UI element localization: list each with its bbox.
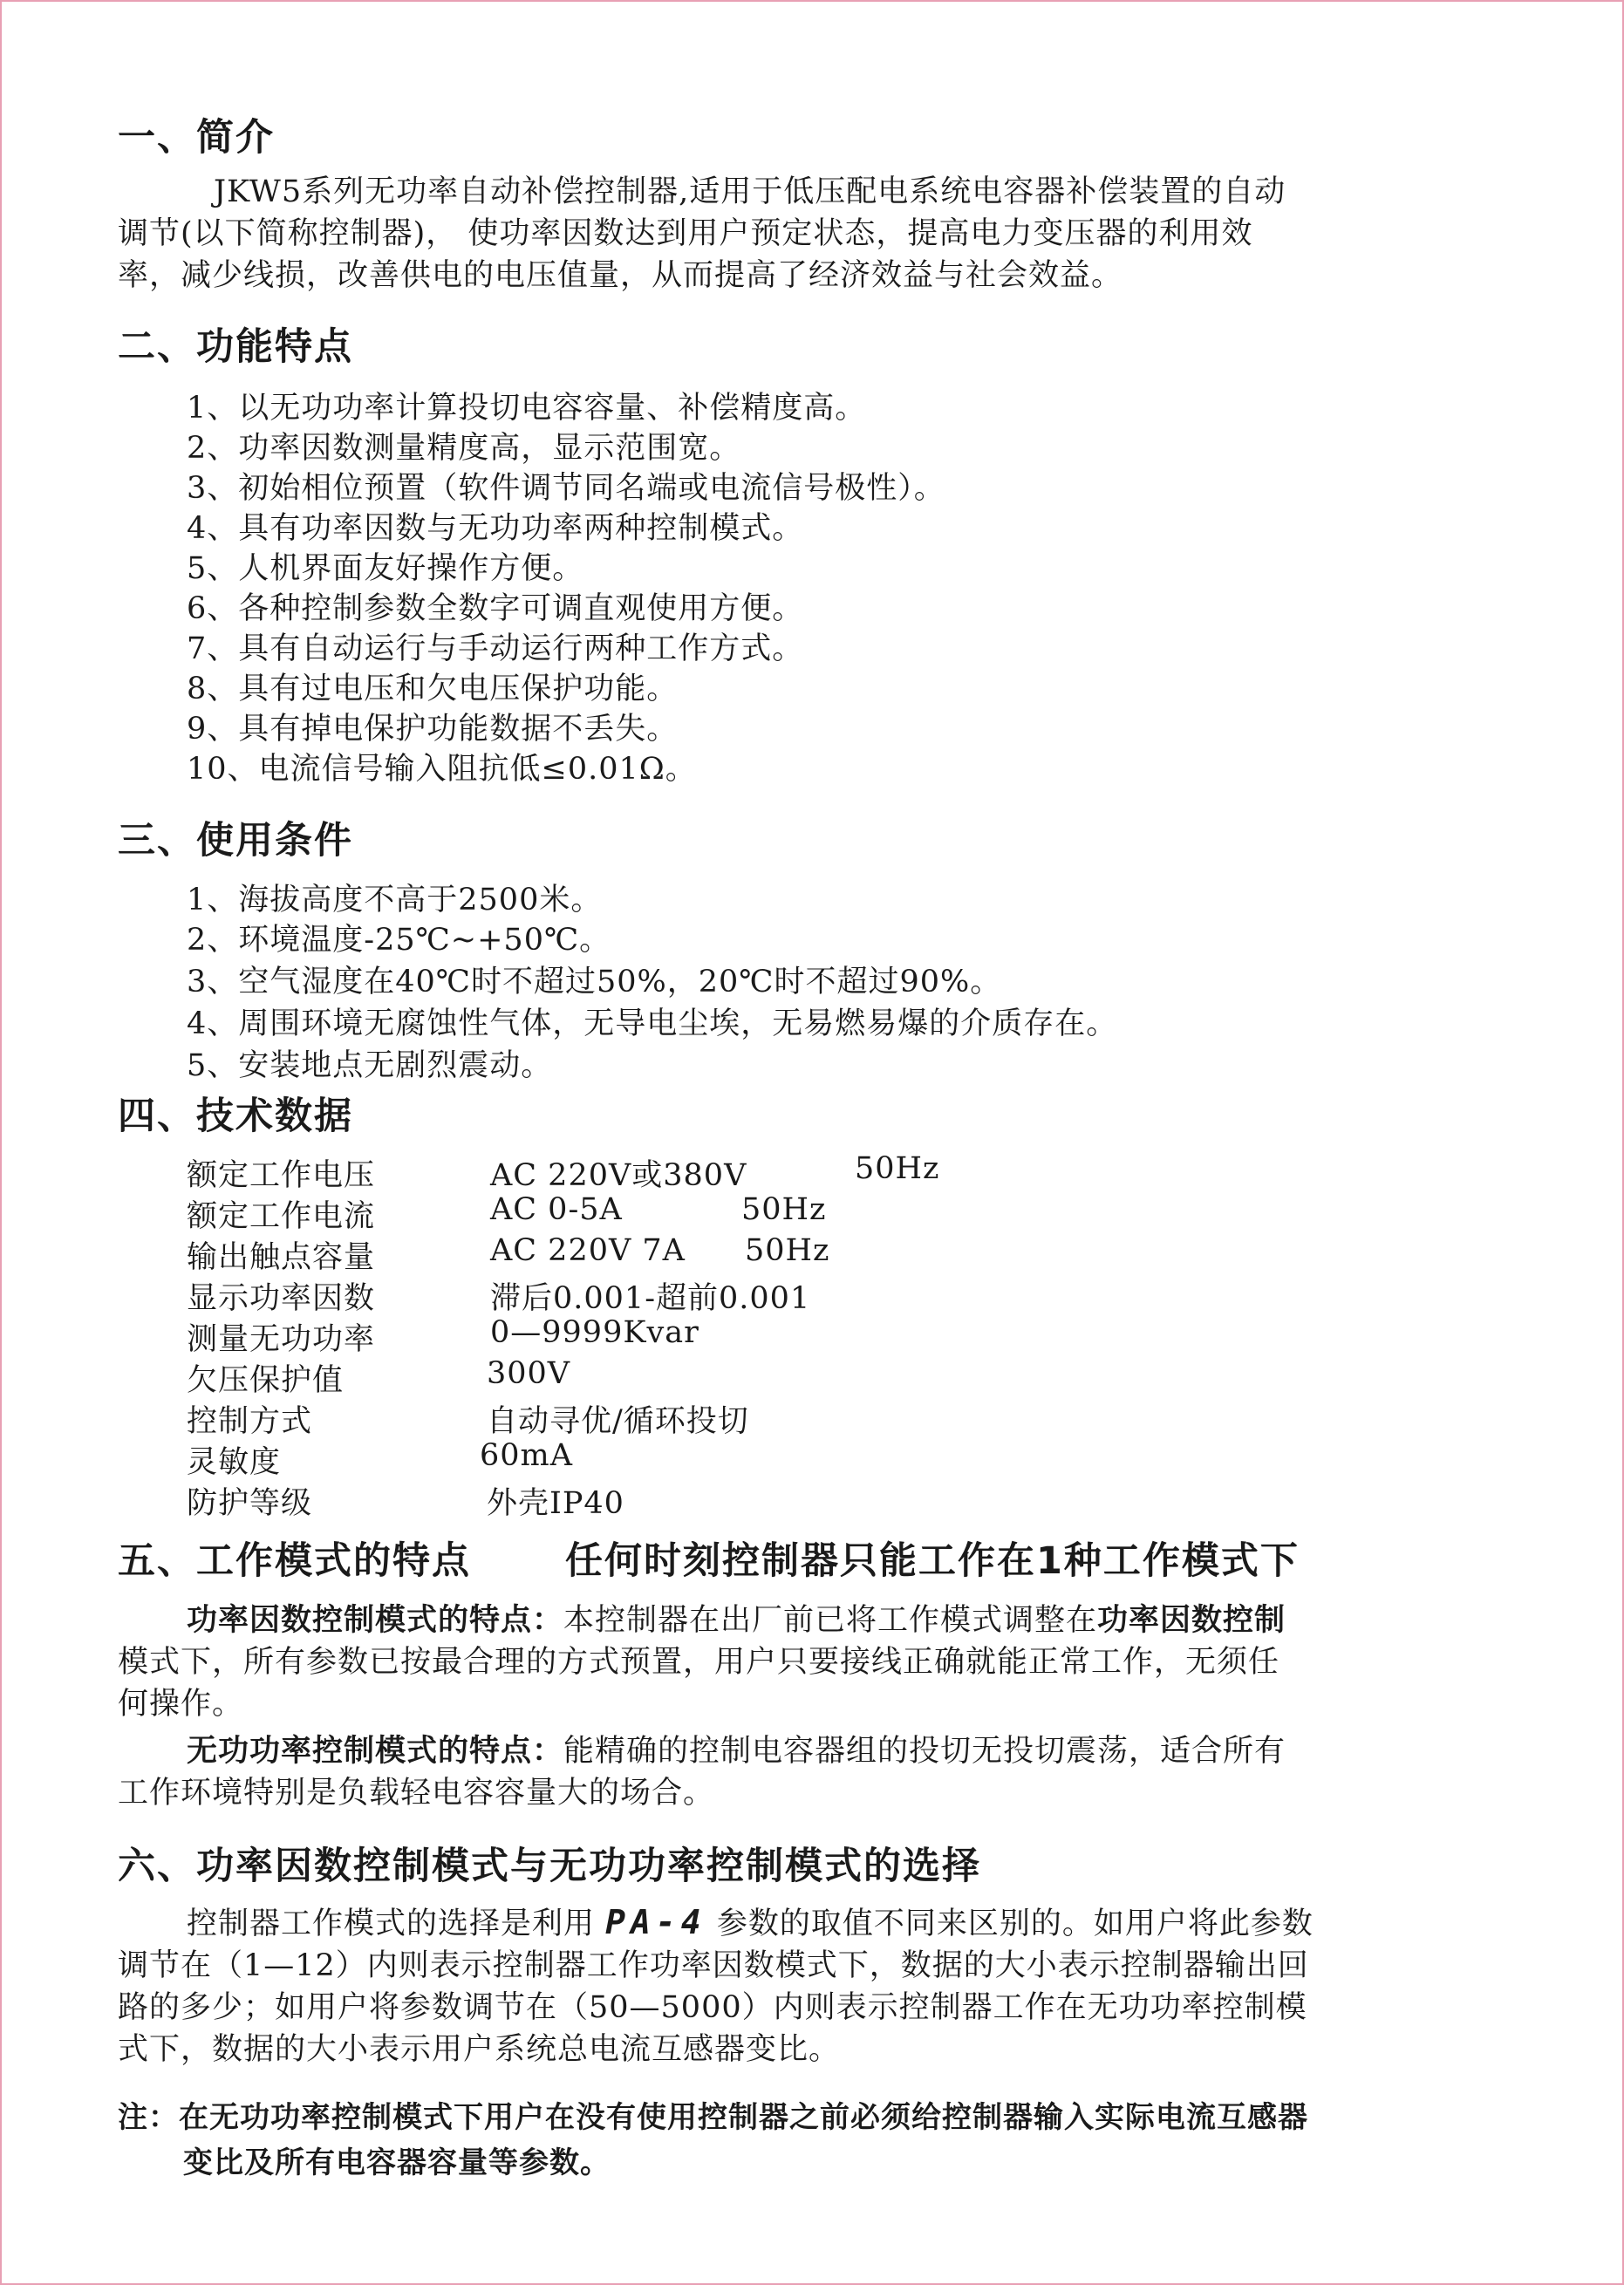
pf-mode-line-3: 何操作。 <box>118 1687 244 1722</box>
mode-select-line-4: 式下，数据的大小表示用户系统总电流互感器变比。 <box>118 2032 841 2067</box>
feature-item: 3、初始相位预置（软件调节同名端或电流信号极性）。 <box>187 471 945 506</box>
spec-value: 0—9999Kvar <box>490 1315 699 1350</box>
mode-select-line-2: 调节在（1—12）内则表示控制器工作功率因数模式下，数据的大小表示控制器输出回 <box>118 1948 1309 1983</box>
spec-value: AC 220V 7A <box>490 1233 686 1268</box>
section-1-line-2: 调节(以下简称控制器)， 使功率因数达到用户预定状态，提高电力变压器的利用效 <box>118 216 1253 251</box>
note-line-1: 注：在无功功率控制模式下用户在没有使用控制器之前必须给控制器输入实际电流互感器 <box>118 2100 1308 2135</box>
spec-value: AC 220V或380V <box>490 1158 747 1193</box>
spec-extra: 50Hz <box>855 1151 940 1186</box>
mode-select-line-3: 路的多少；如用户将参数调节在（50—5000）内则表示控制器工作在无功功率控制模 <box>118 1990 1307 2025</box>
spec-label: 额定工作电流 <box>187 1199 376 1234</box>
mode-select-line-1 <box>187 1901 1314 1945</box>
condition-item: 1、海拔高度不高于2500米。 <box>187 883 603 917</box>
rq-mode-text: 能精确的控制电容器组的投切无投切震荡，适合所有 <box>563 1734 1286 1769</box>
section-1-line-1: JKW5系列无功率自动补偿控制器,适用于低压配电系统电容器补偿装置的自动 <box>214 174 1286 209</box>
section-1-line-3: 率，减少线损，改善供电的电压值量，从而提高了经济效益与社会效益。 <box>118 258 1123 293</box>
spec-value: 300V <box>487 1356 571 1391</box>
pf-mode-line-1 <box>187 1600 1286 1641</box>
rq-mode-line-1 <box>187 1730 1286 1772</box>
spec-value: AC 0-5A <box>490 1192 623 1227</box>
note-line-2: 变比及所有电容器容量等参数。 <box>183 2145 611 2180</box>
section-5-title: 五、工作模式的特点 <box>118 1539 471 1583</box>
feature-item: 2、功率因数测量精度高，显示范围宽。 <box>187 431 741 466</box>
spec-label: 控制方式 <box>187 1404 313 1439</box>
feature-item: 4、具有功率因数与无功功率两种控制模式。 <box>187 511 804 546</box>
pf-mode-line-2: 模式下，所有参数已按最合理的方式预置，用户只要接线正确就能正常工作，无须任 <box>118 1645 1280 1680</box>
spec-extra: 50Hz <box>745 1233 830 1268</box>
condition-item: 2、环境温度-25℃~+50℃。 <box>187 923 611 958</box>
condition-item: 3、空气湿度在40℃时不超过50%，20℃时不超过90%。 <box>187 965 1002 999</box>
section-4-title: 四、技术数据 <box>118 1095 353 1138</box>
spec-value: 外壳IP40 <box>487 1486 624 1521</box>
feature-item: 5、人机界面友好操作方便。 <box>187 551 584 586</box>
feature-item: 10、电流信号输入阻抗低≤0.01Ω。 <box>187 752 697 787</box>
spec-label: 输出触点容量 <box>187 1240 376 1275</box>
mode-select-text-b: 参数的取值不同来区别的。如用户将此参数 <box>716 1906 1314 1941</box>
condition-item: 4、周围环境无腐蚀性气体，无导电尘埃，无易燃易爆的介质存在。 <box>187 1006 1118 1041</box>
feature-item: 8、具有过电压和欠电压保护功能。 <box>187 672 679 706</box>
section-2-title: 二、功能特点 <box>118 325 353 369</box>
feature-item: 9、具有掉电保护功能数据不丢失。 <box>187 712 679 747</box>
pf-mode-label: 功率因数控制模式的特点： <box>187 1603 564 1638</box>
pf-mode-text: 本控制器在出厂前已将工作模式调整在 <box>563 1603 1098 1638</box>
feature-item: 6、各种控制参数全数字可调直观使用方便。 <box>187 591 804 626</box>
section-6-title: 六、功率因数控制模式与无功功率控制模式的选择 <box>118 1845 981 1888</box>
feature-item: 1、以无功功率计算投切电容容量、补偿精度高。 <box>187 391 867 426</box>
spec-label: 灵敏度 <box>187 1445 282 1480</box>
pf-mode-bold: 功率因数控制 <box>1097 1603 1286 1638</box>
spec-value: 60mA <box>480 1438 574 1473</box>
condition-item: 5、安装地点无剧烈震动。 <box>187 1048 553 1083</box>
mode-select-text-a: 控制器工作模式的选择是利用 <box>187 1906 596 1941</box>
spec-label: 欠压保护值 <box>187 1363 345 1398</box>
spec-label: 额定工作电压 <box>187 1158 376 1193</box>
rq-mode-label: 无功功率控制模式的特点： <box>187 1734 564 1769</box>
spec-value: 滞后0.001-超前0.001 <box>490 1281 811 1316</box>
rq-mode-line-2: 工作环境特别是负载轻电容容量大的场合。 <box>118 1776 715 1811</box>
section-3-title: 三、使用条件 <box>118 819 353 863</box>
section-1-title: 一、简介 <box>118 116 275 160</box>
spec-label: 测量无功功率 <box>187 1322 376 1357</box>
spec-extra: 50Hz <box>741 1192 827 1227</box>
section-5-subtitle: 任何时刻控制器只能工作在1种工作模式下 <box>565 1539 1300 1583</box>
feature-item: 7、具有自动运行与手动运行两种工作方式。 <box>187 631 804 666</box>
spec-value: 自动寻优/循环投切 <box>487 1404 749 1439</box>
spec-label: 防护等级 <box>187 1486 313 1521</box>
spec-label: 显示功率因数 <box>187 1281 376 1316</box>
param-code: PA-4 <box>605 1903 706 1941</box>
